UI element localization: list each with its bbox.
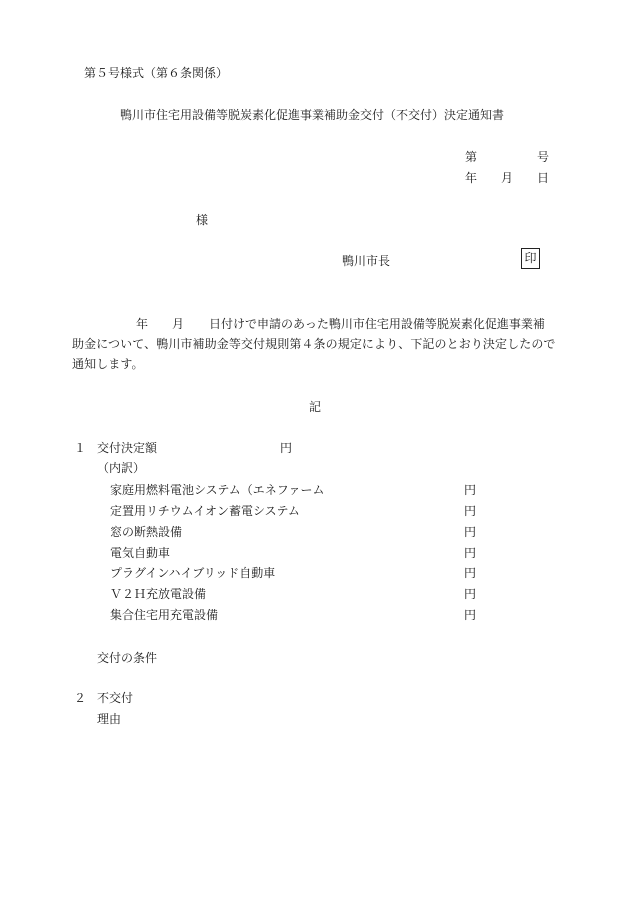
section2-number: ２: [74, 691, 87, 705]
breakdown-item-unit: 円: [464, 483, 477, 497]
breakdown-item-name: Ｖ２Ｈ充放電設備: [110, 587, 207, 601]
body-line2: 助金について、鴨川市補助金等交付規則第４条の規定により、下記のとおり決定したので: [72, 337, 556, 351]
section1-yen: 円: [280, 441, 293, 455]
breakdown-item-name: 集合住宅用充電設備: [110, 608, 219, 622]
breakdown-item-name: 電気自動車: [110, 546, 171, 560]
number-dai: 第: [465, 150, 478, 164]
date-hi: 日: [537, 171, 550, 185]
breakdown-item-unit: 円: [464, 525, 477, 539]
breakdown-item-unit: 円: [464, 566, 477, 580]
seal-box: 印: [521, 248, 540, 269]
section2-label: 不交付: [97, 691, 134, 705]
document-title: 鴨川市住宅用設備等脱炭素化促進事業補助金交付（不交付）決定通知書: [120, 108, 505, 122]
issuer: 鴨川市長: [342, 254, 391, 268]
breakdown-item-unit: 円: [464, 608, 477, 622]
form-number: 第５号様式（第６条関係）: [84, 66, 229, 80]
recipient-suffix: 様: [196, 213, 209, 227]
breakdown-item-name: 定置用リチウムイオン蓄電システム: [110, 504, 300, 518]
section1-number: １: [74, 441, 87, 455]
breakdown-item-name: 窓の断熱設備: [110, 525, 183, 539]
date-nen: 年: [465, 171, 478, 185]
number-go: 号: [537, 150, 550, 164]
section1-label: 交付決定額: [97, 441, 158, 455]
breakdown-item-unit: 円: [464, 587, 477, 601]
breakdown-item-unit: 円: [464, 546, 477, 560]
body-line1-nen: 年: [136, 317, 149, 331]
date-tsuki: 月: [501, 171, 514, 185]
breakdown-item-name: プラグインハイブリッド自動車: [110, 566, 276, 580]
ki-heading: 記: [309, 400, 322, 414]
body-line1-tsuki: 月: [172, 317, 185, 331]
body-line3: 通知します。: [72, 357, 144, 371]
breakdown-item-unit: 円: [464, 504, 477, 518]
reason-label: 理由: [97, 712, 122, 726]
breakdown-item-name: 家庭用燃料電池システム（エネファーム: [110, 483, 325, 497]
breakdown-label: （内訳）: [97, 461, 146, 475]
conditions-label: 交付の条件: [97, 651, 158, 665]
body-line1-rest: 日付けで申請のあった鴨川市住宅用設備等脱炭素化促進事業補: [209, 317, 545, 331]
